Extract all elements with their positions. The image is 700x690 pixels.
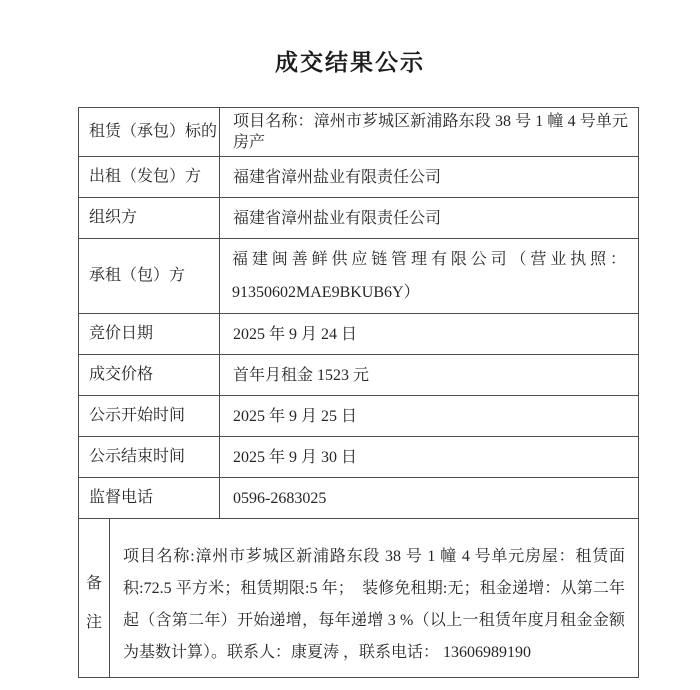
row-label: 竞价日期 <box>79 314 220 355</box>
row-label: 成交价格 <box>79 355 220 396</box>
row-value: 2025 年 9 月 24 日 <box>220 314 639 355</box>
row-label: 出租（发包）方 <box>79 157 220 198</box>
table-row <box>79 314 639 355</box>
table-row <box>79 108 639 157</box>
row-label: 公示结束时间 <box>79 437 220 478</box>
table-row <box>79 437 639 478</box>
row-value: 2025 年 9 月 30 日 <box>220 437 639 478</box>
row-value: 首年月租金 1523 元 <box>220 355 639 396</box>
row-label: 公示开始时间 <box>79 396 220 437</box>
row-value: 福建闽善鲜供应链管理有限公司（营业执照：91350602MAE9BKUB6Y） <box>220 239 639 314</box>
row-label: 租赁（承包）标的 <box>79 108 220 157</box>
table-row <box>79 157 639 198</box>
remark-row <box>79 519 639 678</box>
table-row <box>79 198 639 239</box>
remark-label: 备注 <box>79 519 110 678</box>
row-value: 项目名称：漳州市芗城区新浦路东段 38 号 1 幢 4 号单元房产 <box>220 108 639 157</box>
row-value: 福建省漳州盐业有限责任公司 <box>220 157 639 198</box>
row-value: 0596-2683025 <box>220 478 639 519</box>
row-label: 承租（包）方 <box>79 239 220 314</box>
page-title: 成交结果公示 <box>275 50 425 75</box>
row-label: 组织方 <box>79 198 220 239</box>
row-value: 福建省漳州盐业有限责任公司 <box>220 198 639 239</box>
row-label: 监督电话 <box>79 478 220 519</box>
row-value: 2025 年 9 月 25 日 <box>220 396 639 437</box>
table-row <box>79 239 639 314</box>
table-row <box>79 355 639 396</box>
announcement-table <box>78 107 639 678</box>
table-row <box>79 396 639 437</box>
remark-value: 项目名称:漳州市芗城区新浦路东段 38 号 1 幢 4 号单元房屋：租赁面积:72.5 平方米；租赁期限:5 年； 装修免租期:无；租金递增：从第二年起（含第二年）开始递增，每年递增 3 %（以上一租赁年度月租金金额为基数计算）。联系人：康夏涛 ，联系电话： 13606989190 <box>110 519 639 678</box>
table-row <box>79 478 639 519</box>
